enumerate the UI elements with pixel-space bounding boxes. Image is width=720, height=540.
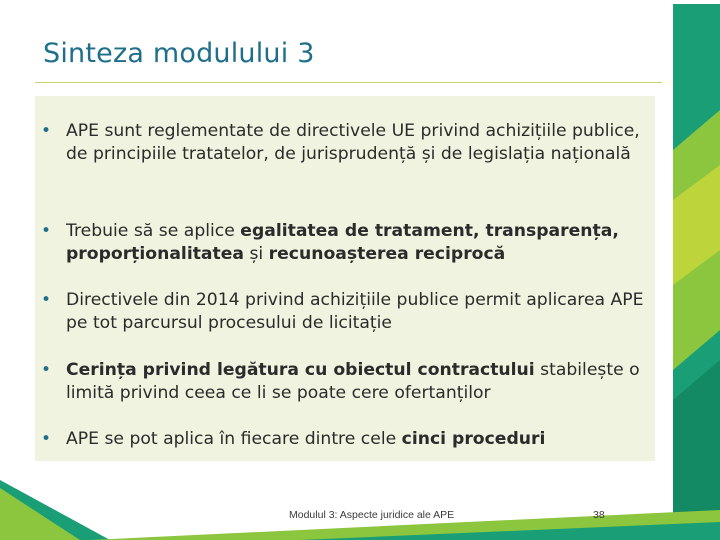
bullet-dot: • [41, 290, 52, 310]
bullet-item [35, 220, 645, 265]
bullet-dot: • [41, 221, 52, 241]
page-number: 38 [593, 509, 605, 521]
bullet-emphasis: egalitatea de tratament, transparența, proporționalitatea [66, 221, 619, 264]
bullet-text [66, 359, 645, 404]
bullet-emphasis: Cerința privind legătura cu obiectul contractului [66, 360, 535, 380]
bullet-dot: • [41, 429, 52, 449]
bullet-run: APE se pot aplica în fiecare dintre cele [66, 429, 402, 449]
bullet-item [35, 359, 645, 404]
bullet-text [66, 428, 645, 451]
bullet-run: Directivele din 2014 privind achizițiile publice permit aplicarea APE pe tot parcursul procesului de licitație [66, 290, 644, 333]
footer-label: Modulul 3: Aspecte juridice ale APE [289, 509, 455, 521]
bullet-dot: • [41, 121, 52, 141]
bullet-run: stabilește o limită privind ceea ce li se poate cere ofertanților [66, 360, 640, 403]
bullet-run: și [244, 243, 269, 264]
bullet-text [66, 289, 645, 334]
bullet-item [35, 428, 645, 451]
content-panel [35, 96, 655, 461]
bullet-dot: • [41, 360, 52, 380]
bullet-emphasis: recunoașterea reciprocă [268, 243, 506, 264]
bullet-item [35, 120, 645, 165]
bullet-run: APE sunt reglementate de directivele UE privind achizițiile publice, de principiile tratatelor, de jurisprudență și de legislația națională [66, 121, 640, 164]
slide-title: Sinteza modulului 3 [43, 38, 315, 69]
bullet-text [66, 120, 645, 165]
title-divider [35, 82, 662, 83]
bullet-emphasis: cinci proceduri [401, 429, 546, 449]
bullet-item [35, 289, 645, 334]
bullet-text [66, 220, 645, 265]
bullet-run: Trebuie să se aplice [66, 221, 241, 241]
